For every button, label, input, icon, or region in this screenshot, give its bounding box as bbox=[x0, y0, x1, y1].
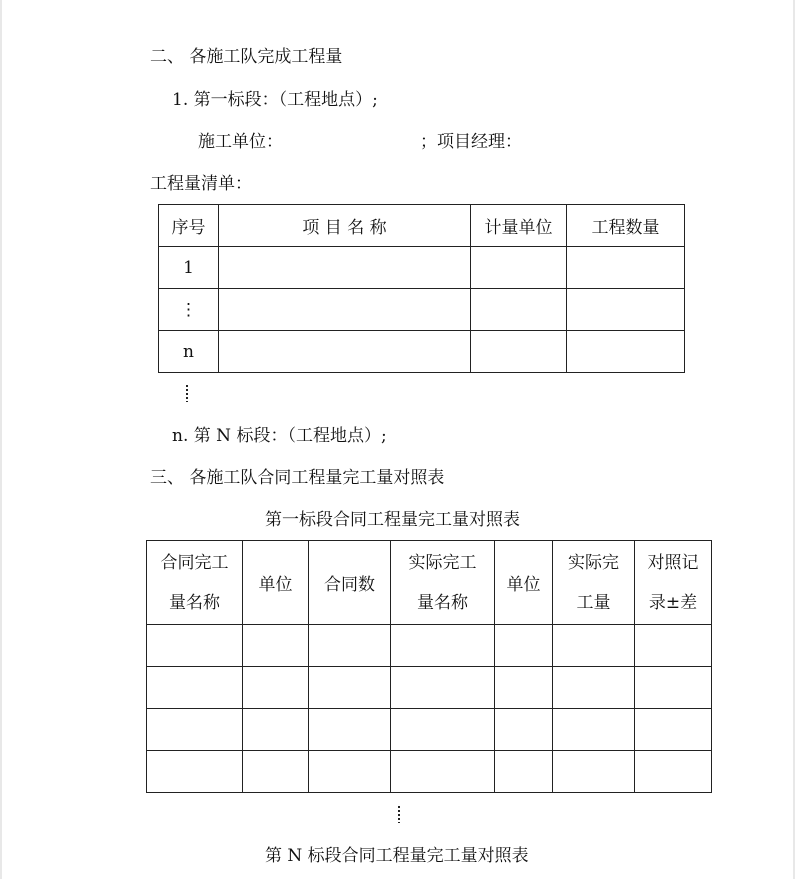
table-row bbox=[147, 667, 712, 709]
table-cell bbox=[309, 709, 391, 751]
table-cell bbox=[635, 625, 712, 667]
item1-heading: 1. 第一标段：（工程地点）; bbox=[172, 90, 378, 110]
table-row bbox=[147, 625, 712, 667]
header-cell: 计量单位 bbox=[471, 205, 567, 247]
table-cell bbox=[391, 625, 495, 667]
ellipsis-cell: ⋮ bbox=[159, 289, 219, 331]
header-cell: 对照记 录±差 bbox=[635, 541, 712, 625]
table-row bbox=[159, 247, 685, 289]
table-cell bbox=[495, 709, 553, 751]
table-cell bbox=[391, 667, 495, 709]
table-cell bbox=[147, 625, 243, 667]
table1-title: 第一标段合同工程量完工量对照表 bbox=[265, 510, 520, 530]
table-cell bbox=[309, 751, 391, 793]
table-row bbox=[147, 709, 712, 751]
construction-unit-label: 施工单位： bbox=[198, 132, 283, 152]
quantity-table bbox=[158, 204, 685, 373]
section3-heading: 三、 各施工队合同工程量完工量对照表 bbox=[150, 468, 445, 488]
page-edge-left bbox=[0, 0, 2, 879]
table-cell bbox=[635, 667, 712, 709]
table-cell bbox=[147, 751, 243, 793]
table-cell: n bbox=[159, 331, 219, 373]
table-cell bbox=[471, 289, 567, 331]
section2-heading: 二、 各施工队完成工程量 bbox=[150, 47, 343, 67]
header-cell: 合同数 bbox=[309, 541, 391, 625]
table-cell bbox=[391, 751, 495, 793]
continuation-dots bbox=[398, 806, 400, 823]
table-cell bbox=[635, 751, 712, 793]
table-cell bbox=[553, 667, 635, 709]
table-cell bbox=[553, 709, 635, 751]
table-cell bbox=[471, 247, 567, 289]
table-cell bbox=[243, 751, 309, 793]
table-cell bbox=[147, 709, 243, 751]
itemN-heading: n. 第 N 标段：（工程地点）; bbox=[172, 426, 387, 446]
table-cell bbox=[567, 331, 685, 373]
table-cell bbox=[391, 709, 495, 751]
header-cell: 单位 bbox=[243, 541, 309, 625]
table-row bbox=[159, 331, 685, 373]
table-row bbox=[159, 289, 685, 331]
table-cell bbox=[495, 625, 553, 667]
table-cell bbox=[243, 625, 309, 667]
quantity-list-title: 工程量清单： bbox=[150, 174, 252, 194]
header-cell: 实际完工 量名称 bbox=[391, 541, 495, 625]
header-cell: 序号 bbox=[159, 205, 219, 247]
table-row bbox=[147, 751, 712, 793]
table-cell bbox=[243, 667, 309, 709]
header-cell: 单位 bbox=[495, 541, 553, 625]
table-header-row bbox=[147, 541, 712, 625]
table-cell bbox=[219, 247, 471, 289]
table-header-row bbox=[159, 205, 685, 247]
header-cell: 工程数量 bbox=[567, 205, 685, 247]
tableN-title: 第 N 标段合同工程量完工量对照表 bbox=[265, 846, 529, 866]
header-cell: 项 目 名 称 bbox=[219, 205, 471, 247]
table-cell bbox=[471, 331, 567, 373]
continuation-dots bbox=[186, 385, 188, 402]
table-cell bbox=[243, 709, 309, 751]
table-cell bbox=[553, 751, 635, 793]
table-cell bbox=[635, 709, 712, 751]
project-manager-label: ；项目经理： bbox=[420, 132, 522, 152]
table-cell bbox=[219, 289, 471, 331]
table-cell bbox=[567, 289, 685, 331]
table-cell: 1 bbox=[159, 247, 219, 289]
table-cell bbox=[309, 625, 391, 667]
table-cell bbox=[309, 667, 391, 709]
header-cell: 实际完 工量 bbox=[553, 541, 635, 625]
table-cell bbox=[495, 667, 553, 709]
table-cell bbox=[219, 331, 471, 373]
table-cell bbox=[495, 751, 553, 793]
header-cell: 合同完工 量名称 bbox=[147, 541, 243, 625]
table-cell bbox=[567, 247, 685, 289]
table-cell bbox=[553, 625, 635, 667]
comparison-table bbox=[146, 540, 712, 793]
table-cell bbox=[147, 667, 243, 709]
